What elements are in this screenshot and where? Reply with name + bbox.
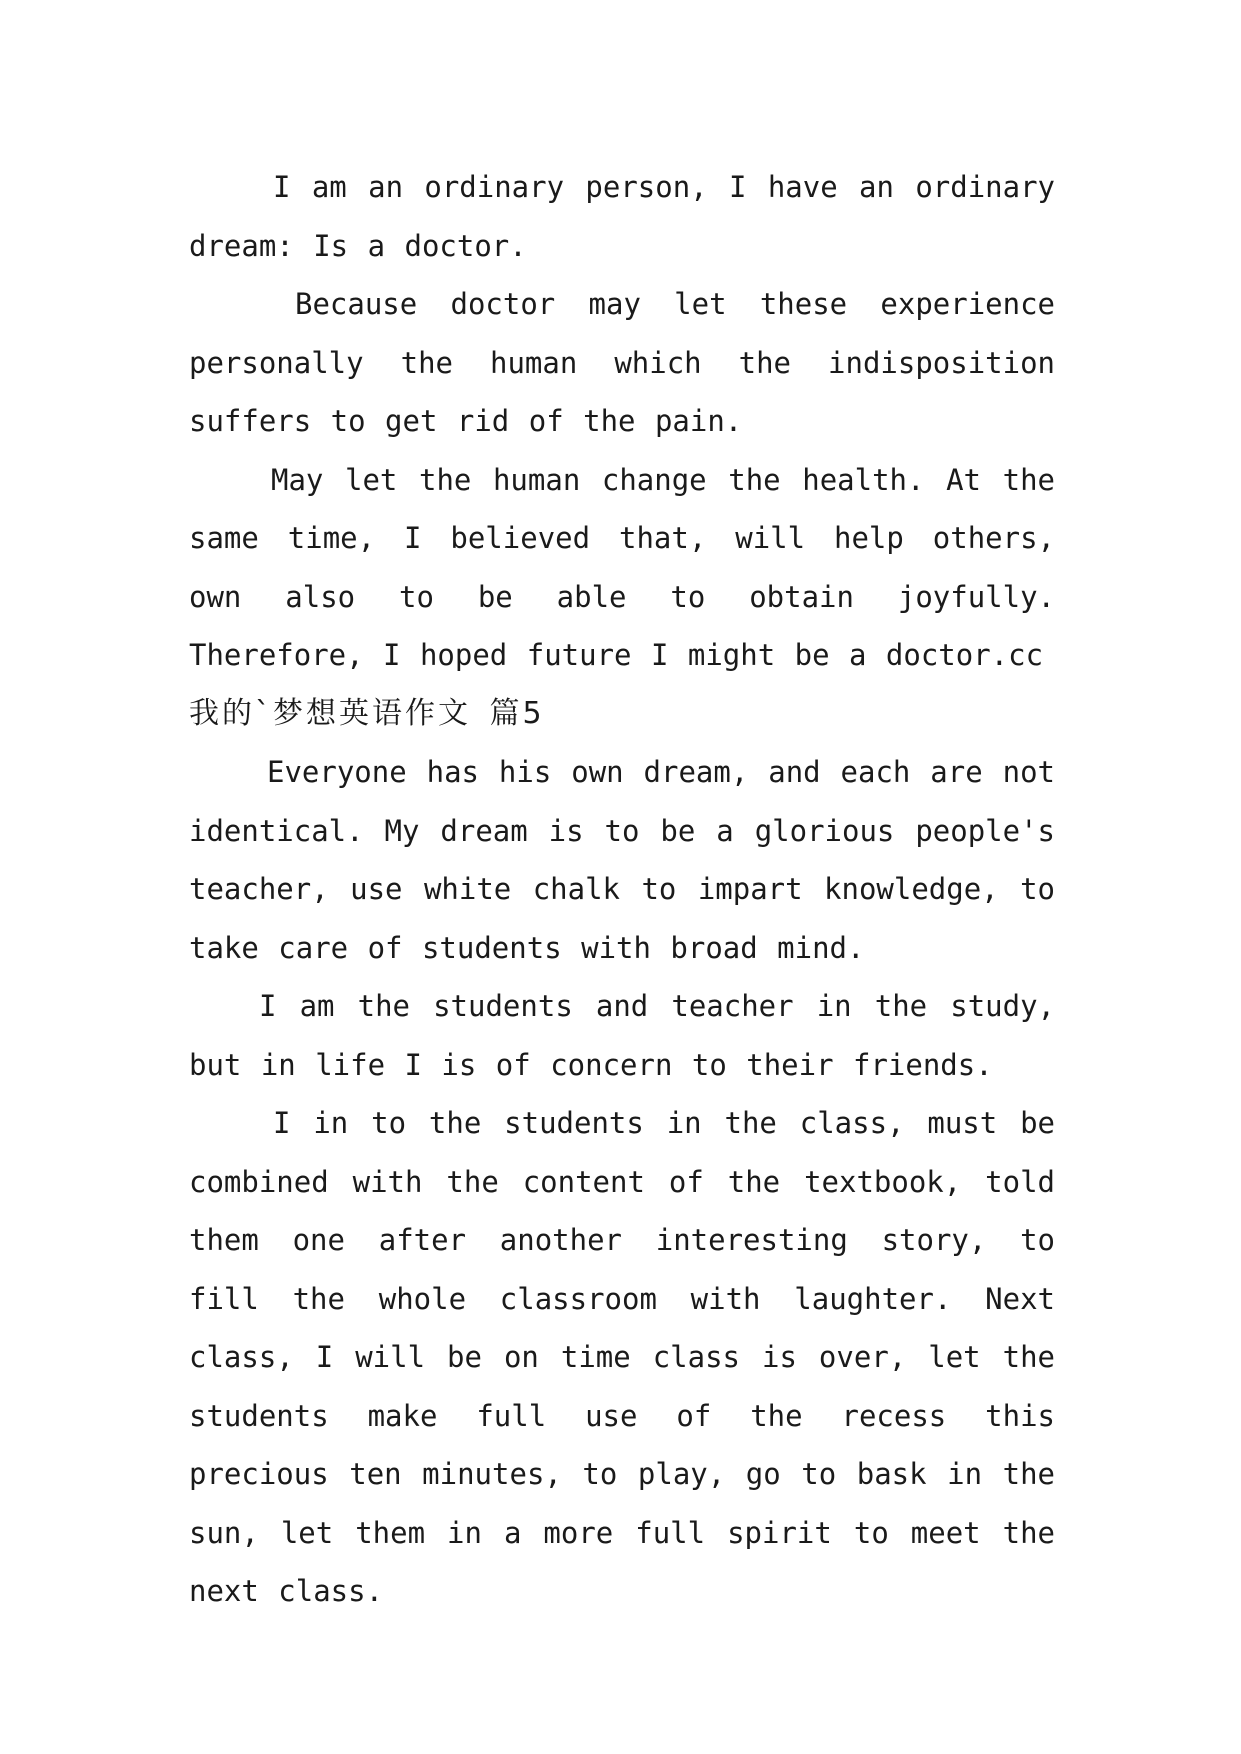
paragraph-teacher-dream: Everyone has his own dream, and each are not identical. My dream is to be a glorious people's teacher, use white chalk to impart knowledge, to take care of students with broad mind.: [189, 755, 1055, 965]
paragraph-doctor-dream: I am an ordinary person, I have an ordinary dream: Is a doctor.: [189, 170, 1055, 263]
section-heading: 我的`梦想英语作文 篇5: [189, 695, 545, 731]
paragraph-teacher-friends: I am the students and teacher in the study, but in life I is of concern to their friends.: [189, 989, 1055, 1082]
paragraph-doctor-reason: Because doctor may let these experience personally the human which the indisposition suffers to get rid of the pain.: [189, 287, 1055, 438]
document-body: [189, 158, 1055, 1621]
paragraph-doctor-health: May let the human change the health. At the same time, I believed that, will help others, own also to be able to obtain joyfully. Therefore, I hoped future I might be a doctor.cc: [189, 462, 1055, 672]
paragraph-teacher-class: I in to the students in the class, must be combined with the content of the textbook, told them one after another interesting story, to fill the whole classroom with laughter. Next class, I will be on time class is over, let the students make full use of the recess this precious ten minutes, to play, go to bask in the sun, let them in a more full spirit to meet the next class.: [189, 1106, 1055, 1608]
